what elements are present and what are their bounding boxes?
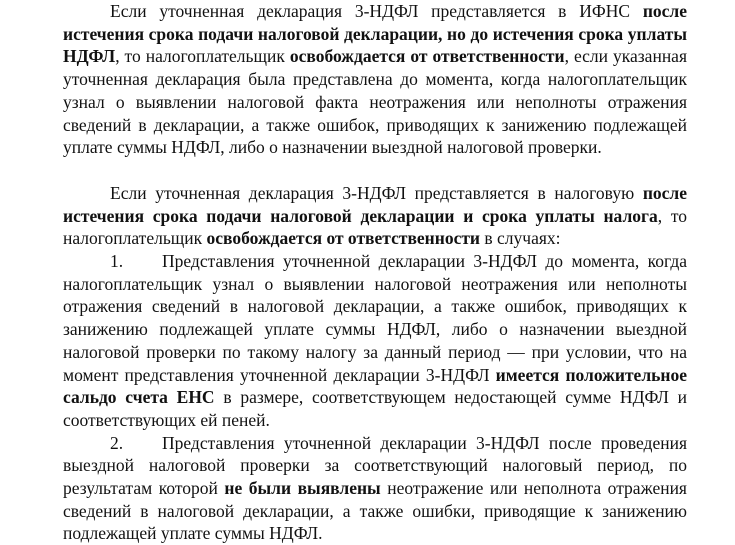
paragraph-2-text-2: , то налогоплательщик [63, 205, 687, 249]
paragraph-2-text-3: в случаях: [480, 228, 561, 249]
list-item-2-number: 2. [110, 432, 124, 453]
list-item-2-text-1: Представления уточненной декларации 3-НДФЛ после проведения выездной налоговой проверки за соответствующий налоговый период, по результатам которой [63, 432, 687, 499]
paragraph-1-text-1: Если уточненная декларация 3-НДФЛ представляется в ИФНС [110, 1, 643, 21]
list-item-2-text-2: неотражение или неполнота отражения сведений в налоговой декларации, а также ошибки, приводящие к занижению подлежащей уплате суммы НДФЛ. [63, 478, 687, 544]
list-item-2 [63, 432, 687, 545]
list-item-2-bold-1: не были выявлены [224, 478, 381, 499]
paragraph-1-text-3: , если указанная уточненная декларация была представлена до момента, когда налогоплательщик узнал о выявлении налоговой факта неотражения или неполноты отражения сведений в декларации, а также ошибок, приводящих к занижению подлежащей уплате суммы НДФЛ, либо о назначении выездной налоговой проверки. [63, 46, 688, 158]
paragraph-spacer [63, 159, 687, 182]
paragraph-2 [63, 182, 687, 250]
list-item-1-number: 1. [110, 251, 124, 272]
paragraph-1-bold-1: после истечения срока подачи налоговой декларации, но до истечения срока уплаты НДФЛ [63, 1, 687, 67]
list-item-1 [63, 250, 687, 432]
paragraph-2-bold-1: после истечения срока подачи налоговой декларации и срока уплаты налога [63, 182, 687, 226]
list-item-1-text-1: Представления уточненной декларации 3-НДФЛ до момента, когда налогоплательщик узнал о выявлении налоговой неотражения или неполноты отражения сведений в налоговой декларации, а также ошибок, приводящих к занижению подлежащей уплате суммы НДФЛ, либо о назначении выездной налоговой проверки по такому налогу за данный период — при условии, что на момент представления уточненной декларации 3-НДФЛ [63, 251, 687, 385]
paragraph-1-bold-2: освобождается от ответственности [289, 46, 565, 67]
paragraph-1-text-2: , то налогоплательщик [115, 46, 290, 67]
paragraph-2-bold-2: освобождается от ответственности [206, 228, 481, 249]
paragraph-1 [63, 0, 687, 159]
list-item-1-bold-1: имеется положительное сальдо счета ЕНС [63, 364, 687, 408]
document-page [63, 0, 687, 545]
paragraph-2-text-1: Если уточненная декларация 3-НДФЛ представляется в налоговую [110, 182, 643, 203]
list-item-1-text-2: в размере, соответствующем недостающей сумме НДФЛ и соответствующих ей пеней. [63, 387, 687, 430]
